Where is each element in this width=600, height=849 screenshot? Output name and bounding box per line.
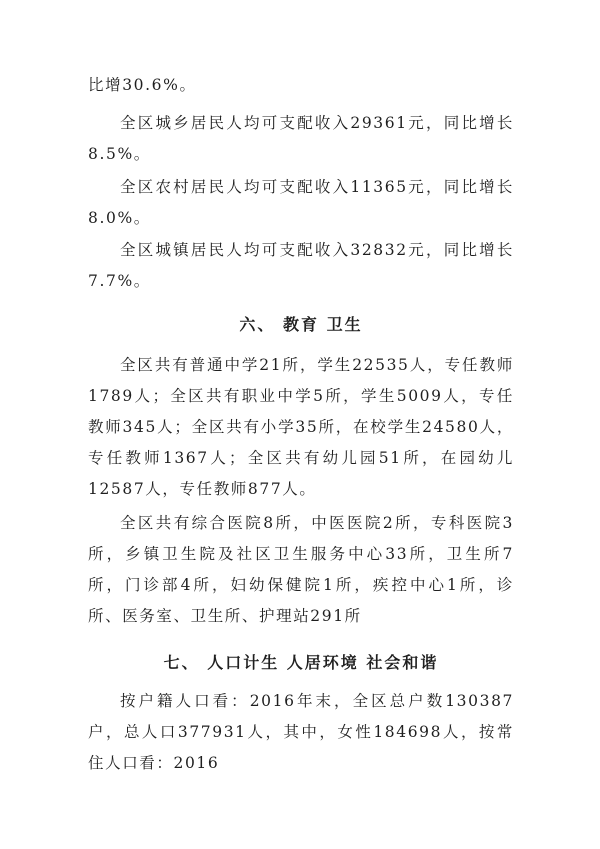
paragraph-urban-rural-income: 全区城乡居民人均可支配收入29361元，同比增长8.5%。 <box>88 114 514 163</box>
paragraph-population: 按户籍人口看：2016年末，全区总户数130387户，总人口377931人，其中，女性184698人，按常住人口看：2016 <box>88 692 514 772</box>
paragraph-continuation: 比增30.6%。 <box>88 76 197 94</box>
paragraph-urban-income: 全区城镇居民人均可支配收入32832元，同比增长7.7%。 <box>88 241 514 290</box>
paragraph-rural-income: 全区农村居民人均可支配收入11365元，同比增长8.0%。 <box>88 178 514 227</box>
paragraph-education: 全区共有普通中学21所，学生22535人，专任教师1789人；全区共有职业中学5所，学生5009人，专任教师345人；全区共有小学35所，在校学生24580人，专任教师1367人；全区共有幼儿园51所，在园幼儿12587人，专任教师877人。 <box>88 356 514 498</box>
section-6-heading: 六、 教育 卫生 <box>239 315 363 334</box>
paragraph-health: 全区共有综合医院8所，中医医院2所，专科医院3所，乡镇卫生院及社区卫生服务中心33所，卫生所7所，门诊部4所，妇幼保健院1所，疾控中心1所，诊所、医务室、卫生所、护理站291所 <box>88 514 514 625</box>
section-7-heading: 七、 人口计生 人居环境 社会和谐 <box>163 653 439 672</box>
